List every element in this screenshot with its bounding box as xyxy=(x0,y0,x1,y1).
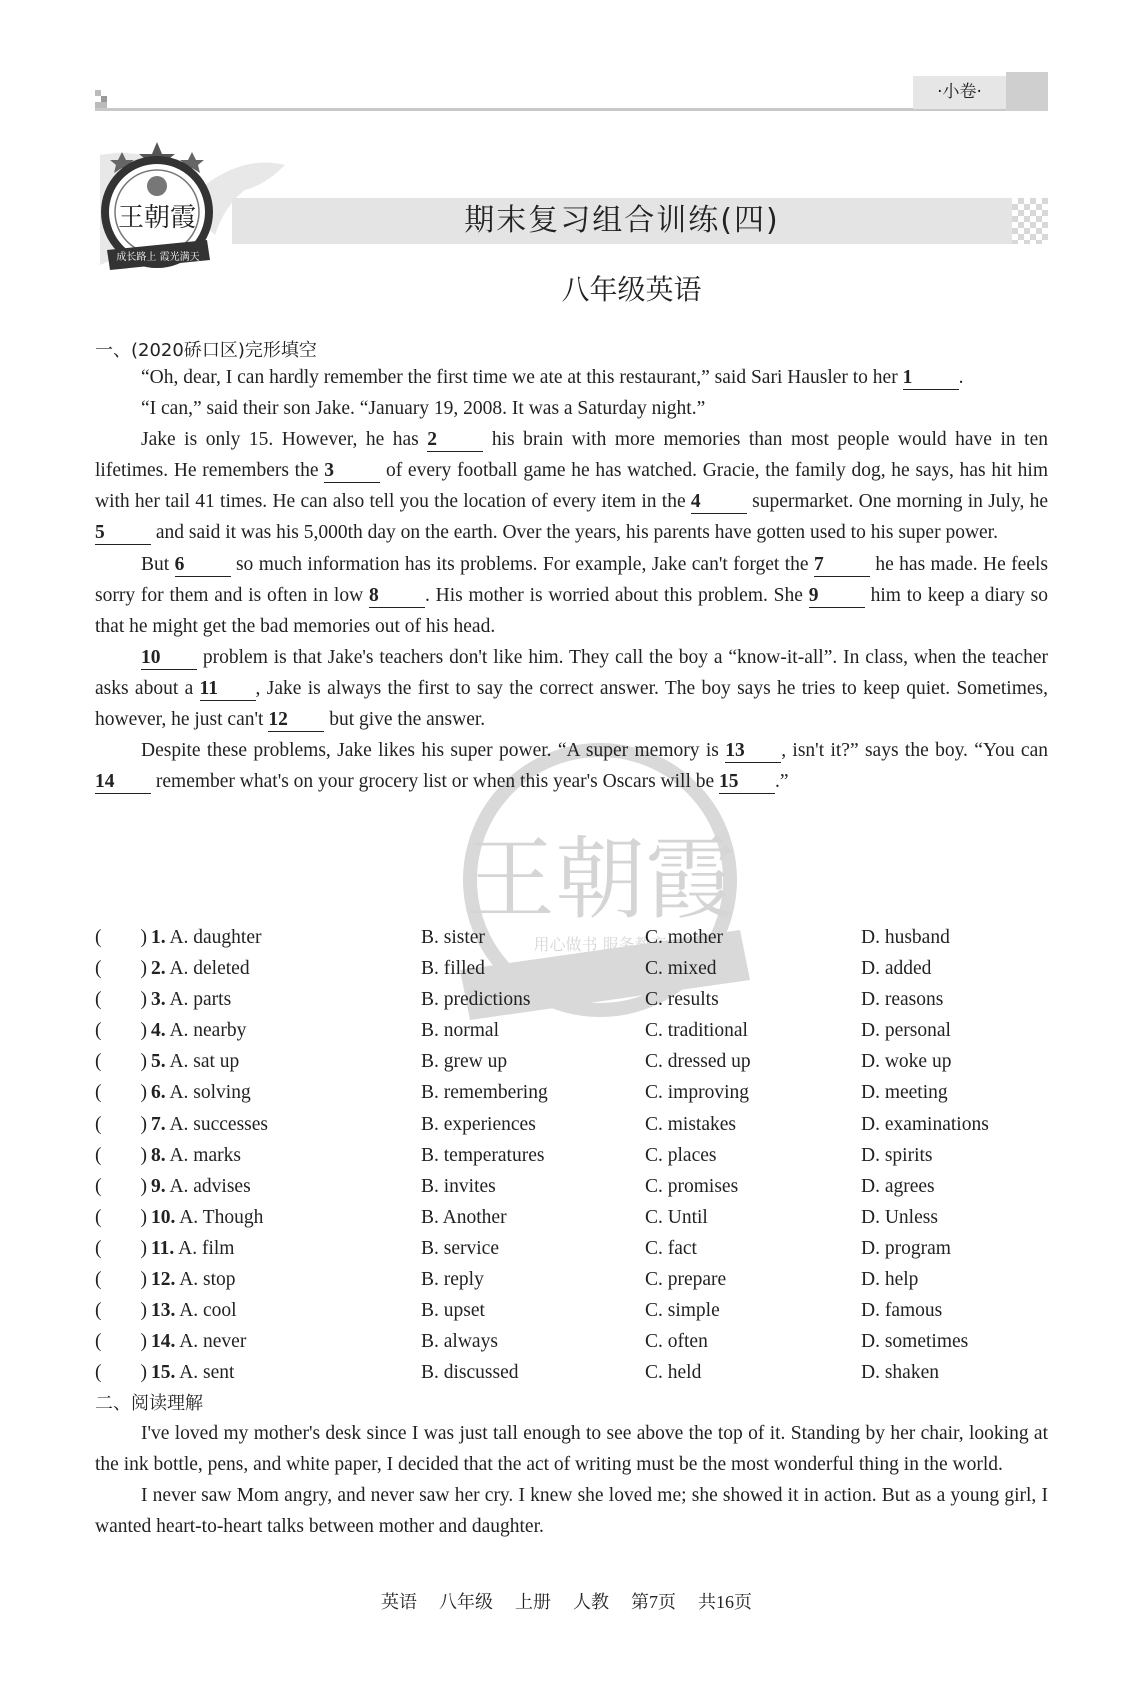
reading-passage xyxy=(95,1418,1048,1542)
answer-bracket[interactable]: ( ) xyxy=(95,1175,147,1197)
header-tag-block xyxy=(1006,72,1048,111)
question-number: 14. xyxy=(151,1331,176,1353)
answer-blank: 3 xyxy=(324,460,380,483)
question-number: 11. xyxy=(151,1237,175,1259)
option-a xyxy=(151,1202,263,1233)
option-a-text: A. deleted xyxy=(169,958,250,980)
answer-blank: 10 xyxy=(141,647,197,670)
answer-bracket[interactable]: ( ) xyxy=(95,1237,147,1259)
option-a xyxy=(151,1357,234,1388)
passage-text: “Oh, dear, I can hardly remember the first time we ate at this restaurant,” said Sari Hausler to her xyxy=(141,367,903,388)
page-footer xyxy=(0,1588,1133,1614)
option-c: C. results xyxy=(645,989,719,1011)
answer-blank: 15 xyxy=(719,771,775,794)
answer-blank: 12 xyxy=(268,709,324,732)
page-subtitle: 八年级英语 xyxy=(561,273,702,306)
option-d: D. shaken xyxy=(861,1362,939,1384)
option-a xyxy=(151,1046,239,1077)
option-a-text: A. successes xyxy=(169,1113,268,1135)
footer-subject: 英语 xyxy=(381,1592,417,1612)
option-d: D. Unless xyxy=(861,1206,938,1228)
cloze-passage xyxy=(95,362,1048,797)
option-d: D. examinations xyxy=(861,1113,989,1135)
brand-logo xyxy=(92,140,222,280)
answer-blank: 8 xyxy=(369,585,425,608)
option-a-text: A. solving xyxy=(169,1082,251,1104)
passage-text: , Jake is always the first to say the correct answer. The boy says he tries to keep quiet. Sometimes, however, he just can't xyxy=(95,677,1048,731)
footer-volume: 上册 xyxy=(515,1592,551,1612)
section2-heading: 二、阅读理解 xyxy=(95,1393,203,1414)
question-number: 1. xyxy=(151,927,166,948)
option-a-text: A. Though xyxy=(179,1206,264,1228)
option-b: B. temperatures xyxy=(421,1144,545,1166)
question-number: 13. xyxy=(151,1300,176,1322)
option-b: B. discussed xyxy=(421,1362,519,1384)
option-b: B. invites xyxy=(421,1175,496,1197)
option-a-text: A. never xyxy=(179,1331,247,1353)
section1-heading: 一、(2020硚口区)完形填空 xyxy=(95,340,317,361)
option-c: C. Until xyxy=(645,1206,708,1228)
paragraph xyxy=(95,1480,1048,1542)
answer-blank: 1 xyxy=(903,367,959,390)
option-c: C. improving xyxy=(645,1082,750,1104)
option-c: C. often xyxy=(645,1331,708,1353)
option-b: B. predictions xyxy=(421,989,531,1011)
answer-blank: 11 xyxy=(200,678,256,701)
passage-text: Despite these problems, Jake likes his super power. “A super memory is xyxy=(141,740,726,762)
option-a xyxy=(151,984,231,1015)
passage-text: of every football game he has watched. Gracie, the family dog, he says, has hit him with her tail 41 times. He can also tell you the location of every item in the xyxy=(95,460,1048,513)
option-a-text: A. daughter xyxy=(169,927,262,948)
answer-bracket[interactable]: ( ) xyxy=(95,1331,147,1353)
question-row xyxy=(95,1202,1048,1233)
answer-blank: 9 xyxy=(809,585,865,608)
passage-text: his brain with more memories than most people would have in ten lifetimes. He remembers the xyxy=(95,429,1048,482)
option-d: D. famous xyxy=(861,1300,943,1322)
passage-text: “I can,” said their son Jake. “January 19, 2008. It was a Saturday night.” xyxy=(141,398,706,420)
option-b: B. normal xyxy=(421,1020,499,1042)
header-tag: ·小卷· xyxy=(913,76,1006,109)
passage-text: I've loved my mother's desk since I was just tall enough to see above the top of it. Standing by her chair, looking at the ink bottle, pens, and white paper, I decided that the act of writing must be the most wonderful thing in the world. xyxy=(95,1423,1048,1476)
question-row xyxy=(95,1109,1048,1140)
option-b: B. always xyxy=(421,1331,498,1353)
answer-bracket[interactable]: ( ) xyxy=(95,1020,147,1042)
option-a xyxy=(151,922,262,953)
watermark-text: 用心做书 服务教育 xyxy=(533,935,667,954)
question-number: 7. xyxy=(151,1113,166,1135)
option-b: B. experiences xyxy=(421,1113,536,1135)
option-d: D. personal xyxy=(861,1020,951,1042)
option-d: D. woke up xyxy=(861,1051,952,1073)
option-c: C. traditional xyxy=(645,1020,748,1042)
question-row xyxy=(95,1171,1048,1202)
option-a xyxy=(151,1109,268,1140)
paragraph xyxy=(95,1418,1048,1480)
option-a xyxy=(151,1233,234,1264)
option-b: B. upset xyxy=(421,1300,485,1322)
question-row xyxy=(95,1357,1048,1388)
paragraph xyxy=(95,549,1048,642)
answer-blank: 14 xyxy=(95,771,151,794)
option-d: D. spirits xyxy=(861,1144,933,1166)
answer-blank: 5 xyxy=(95,522,151,545)
passage-text: supermarket. One morning in July, he xyxy=(746,491,1048,513)
passage-text: problem is that Jake's teachers don't like him. They call the boy a “know-it-all”. In class, when the teacher asks about a xyxy=(95,646,1048,699)
question-row xyxy=(95,1140,1048,1171)
option-c: C. promises xyxy=(645,1175,739,1197)
passage-text: him to keep a diary so that he might get the bad memories out of his head. xyxy=(95,584,1049,637)
option-a-text: A. marks xyxy=(169,1144,241,1166)
option-d: D. reasons xyxy=(861,989,944,1011)
option-a-text: A. parts xyxy=(169,989,232,1011)
svg-text:王朝霞: 王朝霞 xyxy=(465,827,735,932)
answer-blank: 4 xyxy=(691,491,747,514)
answer-bracket[interactable]: ( ) xyxy=(95,1144,147,1166)
question-row xyxy=(95,984,1048,1015)
question-number: 15. xyxy=(151,1362,176,1384)
question-row xyxy=(95,953,1048,984)
option-c: C. prepare xyxy=(645,1269,727,1291)
option-b: B. service xyxy=(421,1237,499,1259)
footer-grade: 八年级 xyxy=(439,1592,493,1612)
question-number: 3. xyxy=(151,989,166,1011)
cloze-options xyxy=(95,922,1048,1388)
passage-text: . xyxy=(958,367,964,388)
answer-bracket[interactable]: ( ) xyxy=(95,1300,147,1322)
header-decoration xyxy=(95,90,113,108)
option-c: C. held xyxy=(645,1362,702,1384)
option-a xyxy=(151,1295,237,1326)
passage-text: .” xyxy=(775,771,789,793)
passage-text: so much information has its problems. For example, Jake can't forget the xyxy=(230,553,814,575)
question-row xyxy=(95,1326,1048,1357)
option-d: D. agrees xyxy=(861,1175,935,1197)
option-d: D. help xyxy=(861,1269,919,1291)
option-b: B. filled xyxy=(421,958,485,980)
option-b: B. reply xyxy=(421,1269,484,1291)
option-a xyxy=(151,1015,246,1046)
header-rule xyxy=(95,108,1048,111)
option-d: D. program xyxy=(861,1237,951,1259)
footer-page: 第7页 xyxy=(631,1592,676,1612)
passage-text: he has made. He feels sorry for them and is often in low xyxy=(95,553,1048,606)
question-row xyxy=(95,1295,1048,1326)
option-a-text: A. nearby xyxy=(169,1020,247,1042)
option-c: C. dressed up xyxy=(645,1051,751,1073)
question-number: 5. xyxy=(151,1051,166,1073)
question-number: 10. xyxy=(151,1206,176,1228)
question-number: 8. xyxy=(151,1144,166,1166)
option-a xyxy=(151,1077,251,1108)
question-row xyxy=(95,1264,1048,1295)
answer-bracket[interactable]: ( ) xyxy=(95,1362,147,1384)
question-number: 4. xyxy=(151,1020,166,1042)
option-a xyxy=(151,953,250,984)
answer-bracket[interactable]: ( ) xyxy=(95,958,147,980)
question-row xyxy=(95,922,1048,953)
answer-bracket[interactable]: ( ) xyxy=(95,1206,147,1228)
answer-bracket[interactable]: ( ) xyxy=(95,1082,147,1104)
answer-blank: 2 xyxy=(427,429,483,452)
paragraph xyxy=(95,393,1048,424)
passage-text: but give the answer. xyxy=(324,709,486,731)
question-row xyxy=(95,1015,1048,1046)
passage-text: , isn't it?” says the boy. “You can xyxy=(781,740,1048,762)
answer-bracket[interactable]: ( ) xyxy=(95,1269,147,1291)
answer-blank: 13 xyxy=(725,740,781,763)
option-c: C. simple xyxy=(645,1300,720,1322)
passage-text: But xyxy=(141,553,175,575)
option-a-text: A. stop xyxy=(179,1269,236,1291)
passage-text: and said it was his 5,000th day on the earth. Over the years, his parents have gotten used to his super power. xyxy=(151,522,998,544)
question-row xyxy=(95,1233,1048,1264)
paragraph xyxy=(95,362,1048,393)
option-a-text: A. cool xyxy=(179,1300,237,1322)
passage-text: . His mother is worried about this problem. She xyxy=(424,584,809,606)
title-banner-pattern xyxy=(1012,198,1048,244)
page-title: 期末复习组合训练(四) xyxy=(464,203,780,238)
question-number: 12. xyxy=(151,1269,176,1291)
option-d: D. added xyxy=(861,958,932,980)
footer-total: 共16页 xyxy=(698,1592,752,1612)
option-d: D. sometimes xyxy=(861,1331,969,1353)
answer-blank: 6 xyxy=(175,554,231,577)
option-a-text: A. sent xyxy=(179,1362,235,1384)
question-number: 2. xyxy=(151,958,166,980)
option-c: C. places xyxy=(645,1144,717,1166)
option-a-text: A. film xyxy=(178,1237,235,1259)
option-b: B. Another xyxy=(421,1206,507,1228)
question-row xyxy=(95,1077,1048,1108)
passage-text: remember what's on your grocery list or when this year's Oscars will be xyxy=(151,771,720,793)
option-a xyxy=(151,1140,241,1171)
option-d: D. husband xyxy=(861,927,950,948)
passage-text: I never saw Mom angry, and never saw her cry. I knew she loved me; she showed it in action. But as a young girl, I wanted heart-to-heart talks between mother and daughter. xyxy=(95,1485,1048,1538)
option-a xyxy=(151,1171,251,1202)
option-c: C. mixed xyxy=(645,958,717,980)
answer-bracket[interactable]: ( ) xyxy=(95,1051,147,1073)
option-a-text: A. advises xyxy=(169,1175,251,1197)
option-c: C. mistakes xyxy=(645,1113,736,1135)
answer-bracket[interactable]: ( ) xyxy=(95,927,147,948)
option-a xyxy=(151,1264,236,1295)
paragraph xyxy=(95,642,1048,735)
option-a-text: A. sat up xyxy=(169,1051,240,1073)
question-number: 6. xyxy=(151,1082,166,1104)
question-number: 9. xyxy=(151,1175,166,1197)
option-b: B. remembering xyxy=(421,1082,548,1104)
passage-text: Jake is only 15. However, he has xyxy=(141,429,428,451)
option-b: B. sister xyxy=(421,927,485,948)
paragraph xyxy=(95,735,1048,797)
question-row xyxy=(95,1046,1048,1077)
option-c: C. fact xyxy=(645,1237,697,1259)
answer-blank: 7 xyxy=(814,554,870,577)
answer-bracket[interactable]: ( ) xyxy=(95,1113,147,1135)
answer-bracket[interactable]: ( ) xyxy=(95,989,147,1011)
option-a xyxy=(151,1326,246,1357)
svg-text:成长路上 霞光满天: 成长路上 霞光满天 xyxy=(116,252,200,263)
svg-text:王朝霞: 王朝霞 xyxy=(117,203,197,233)
paragraph xyxy=(95,424,1048,548)
option-b: B. grew up xyxy=(421,1051,508,1073)
footer-publisher: 人教 xyxy=(573,1592,609,1612)
option-c: C. mother xyxy=(645,927,723,948)
option-d: D. meeting xyxy=(861,1082,948,1104)
